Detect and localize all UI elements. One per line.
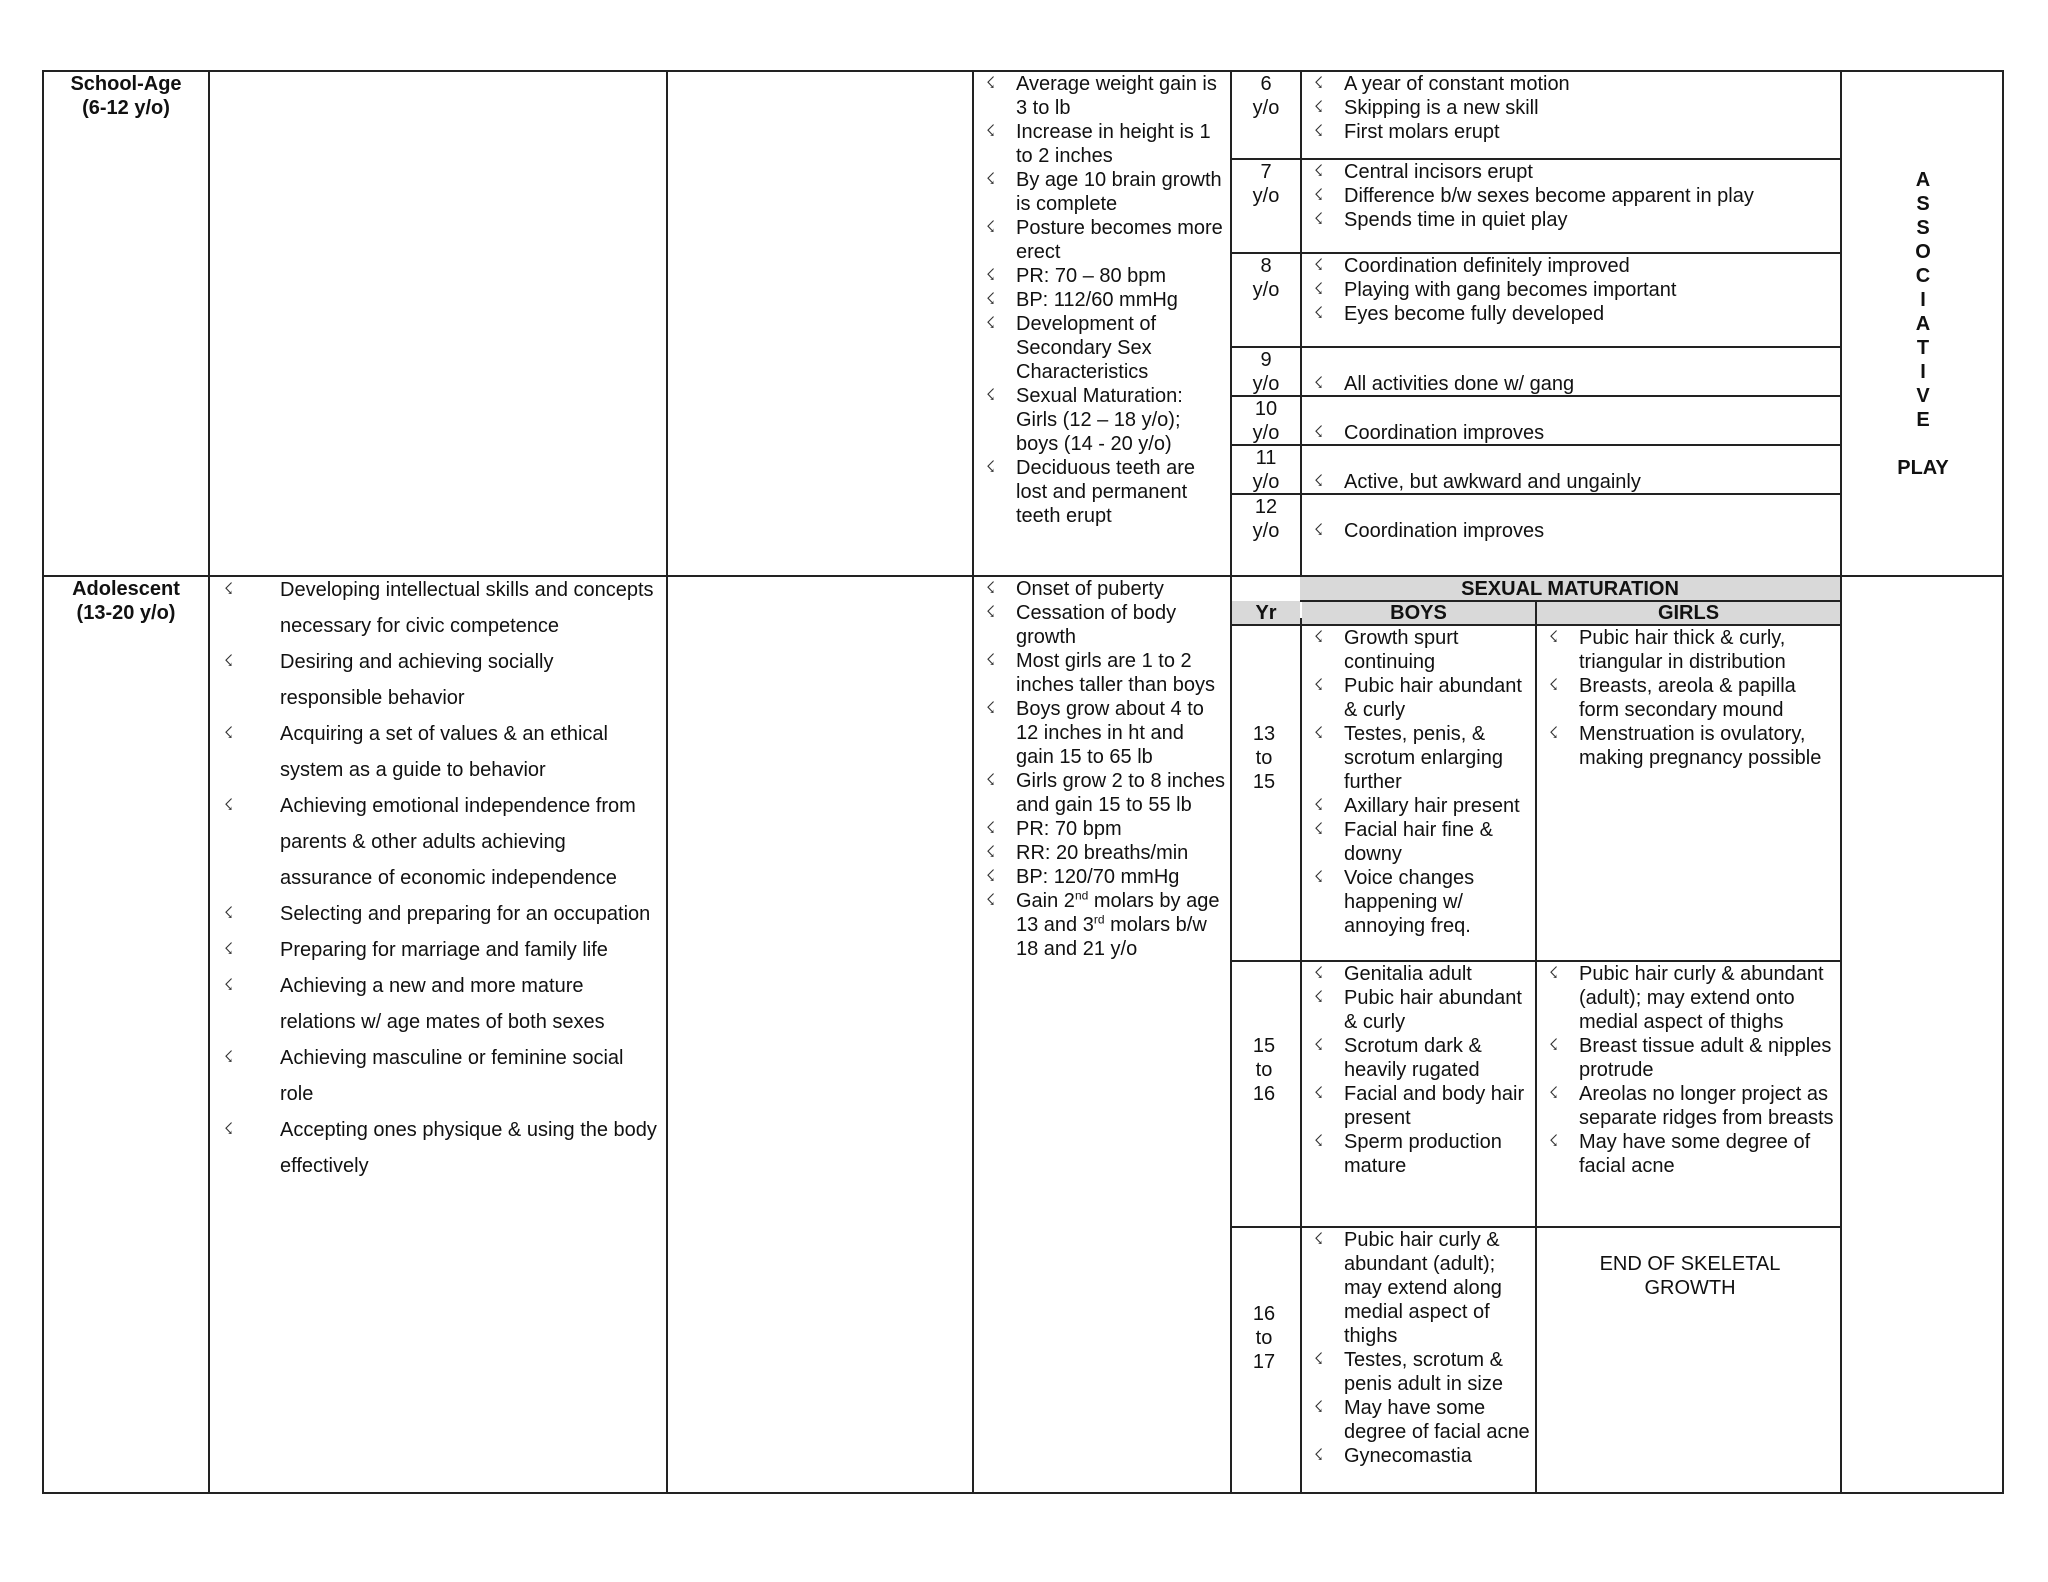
- bullet-icon: ☇: [1314, 99, 1324, 116]
- boys-item: [1310, 794, 1532, 818]
- bullet-icon: ☇: [1549, 629, 1559, 646]
- physical-item: [982, 288, 1226, 312]
- boys-item: [1310, 626, 1532, 674]
- age-label: [1232, 397, 1300, 445]
- bullet-icon: ☇: [1314, 1447, 1324, 1464]
- boys-item: [1310, 1082, 1532, 1130]
- physical-item-text: Onset of puberty: [1016, 578, 1164, 600]
- milestone-item: [1310, 96, 1830, 120]
- bullet-icon: ☇: [1314, 797, 1324, 814]
- play-letter: E: [1916, 409, 1930, 431]
- boys-item: [1310, 866, 1532, 938]
- girls-item: [1545, 626, 1835, 674]
- bullet-icon: ☇: [1549, 1133, 1559, 1150]
- girls-item: [1545, 1034, 1835, 1082]
- physical-item-text: Deciduous teeth are lost and permanent teeth erupt: [1016, 457, 1196, 527]
- boys-item-text: Growth spurt continuing: [1344, 627, 1459, 673]
- boys-item-text: Pubic hair curly & abundant (adult); may extend along medial aspect of thighs: [1344, 1229, 1502, 1347]
- physical-item-text: BP: 112/60 mmHg: [1016, 289, 1178, 311]
- milestone-item: [1310, 120, 1830, 144]
- bullet-icon: ☇: [986, 219, 996, 236]
- boys-item-text: Pubic hair abundant & curly: [1344, 675, 1522, 721]
- age-number: 7: [1260, 161, 1272, 183]
- milestone-item: [1310, 302, 1830, 326]
- school-age-physical: [982, 72, 1226, 528]
- molars-item: ☇ Gain 2nd molars by age 13 and 3rd molars b/w 18 and 21 y/o: [986, 888, 1220, 960]
- boys-changes: [1310, 626, 1532, 938]
- milestone-item: [1310, 372, 1830, 396]
- milestone-item-text: Coordination definitely improved: [1344, 255, 1630, 277]
- task-item-text: Achieving masculine or feminine social role: [280, 1047, 624, 1105]
- task-item-text: Desiring and achieving socially responsible behavior: [280, 651, 554, 709]
- bullet-icon: ☇: [1314, 821, 1324, 838]
- physical-item-text: Boys grow about 4 to 12 inches in ht and gain 15 to 65 lb: [1016, 698, 1204, 768]
- physical-item: [982, 601, 1226, 649]
- age-milestones: [1310, 160, 1830, 232]
- milestone-item: [1310, 254, 1830, 278]
- adolescent-physical-list: [982, 577, 1226, 889]
- physical-item: [982, 312, 1226, 384]
- bullet-icon: ☇: [986, 123, 996, 140]
- bullet-icon: ☇: [1549, 965, 1559, 982]
- year-part: 15: [1252, 771, 1276, 793]
- stage-name: School-Age: [70, 73, 182, 95]
- physical-item: [982, 817, 1226, 841]
- col-divider-2: [666, 70, 668, 1494]
- bullet-icon: ☇: [224, 581, 234, 598]
- milestone-item: [1310, 72, 1830, 96]
- bullet-icon: ☇: [1314, 1351, 1324, 1368]
- age-label: [1232, 72, 1300, 120]
- physical-item-text: Average weight gain is 3 to lb: [1016, 73, 1217, 119]
- age-milestones: [1310, 470, 1830, 494]
- task-item-text: Preparing for marriage and family life: [280, 939, 608, 961]
- bullet-icon: ☇: [224, 1121, 234, 1138]
- bullet-icon: ☇: [1314, 211, 1324, 228]
- boys-item-text: Sperm production mature: [1344, 1131, 1502, 1177]
- bullet-icon: ☇: [224, 905, 234, 922]
- boys-item: [1310, 1348, 1532, 1396]
- physical-item-text: Most girls are 1 to 2 inches taller than boys: [1016, 650, 1216, 696]
- physical-item-text: BP: 120/70 mmHg: [1016, 866, 1180, 888]
- task-item: [220, 1040, 660, 1112]
- bullet-icon: ☇: [986, 820, 996, 837]
- boys-changes: [1310, 962, 1532, 1178]
- play-letter: V: [1916, 385, 1930, 407]
- milestone-item-text: First molars erupt: [1344, 121, 1500, 143]
- age-label: [1232, 348, 1300, 396]
- boys-item: [1310, 1444, 1532, 1468]
- boys-changes: [1310, 1228, 1532, 1468]
- age-unit: y/o: [1252, 520, 1280, 542]
- boys-item: [1310, 722, 1532, 794]
- bullet-icon: ☇: [1314, 305, 1324, 322]
- bullet-icon: ☇: [1314, 473, 1324, 490]
- physical-item: [982, 216, 1226, 264]
- bullet-icon: ☇: [986, 652, 996, 669]
- age-unit: y/o: [1252, 422, 1280, 444]
- bullet-icon: ☇: [986, 604, 996, 621]
- bullet-icon: ☇: [224, 653, 234, 670]
- stage-name: Adolescent: [72, 578, 180, 600]
- bullet-icon: ☇: [986, 844, 996, 861]
- bullet-icon: ☇: [986, 459, 996, 476]
- play-spacer: [1842, 432, 2004, 456]
- physical-item-text: Posture becomes more erect: [1016, 217, 1223, 263]
- boys-item: [1310, 962, 1532, 986]
- age-milestones: [1310, 372, 1830, 396]
- physical-item: [982, 649, 1226, 697]
- col-divider-boys-girls: [1535, 594, 1537, 1494]
- physical-item-text: RR: 20 breaths/min: [1016, 842, 1189, 864]
- bullet-icon: ☇: [986, 868, 996, 885]
- bullet-icon: ☇: [1314, 187, 1324, 204]
- maturation-year: [1232, 722, 1296, 794]
- bullet-icon: ☇: [986, 700, 996, 717]
- bullet-icon: ☇: [1314, 965, 1324, 982]
- play-letter: C: [1915, 265, 1931, 287]
- age-label: [1232, 446, 1300, 494]
- physical-item: [982, 264, 1226, 288]
- bullet-icon: ☇: [986, 387, 996, 404]
- bullet-icon: ☇: [1314, 1085, 1324, 1102]
- age-unit: y/o: [1252, 97, 1280, 119]
- year-part: 13: [1252, 723, 1276, 745]
- task-item-text: Acquiring a set of values & an ethical system as a guide to behavior: [280, 723, 608, 781]
- milestone-item-text: Skipping is a new skill: [1344, 97, 1539, 119]
- age-divider-3: [1230, 346, 1840, 348]
- year-part: 16: [1252, 1303, 1276, 1325]
- boys-item: [1310, 1396, 1532, 1444]
- maturation-year: [1232, 1302, 1296, 1374]
- boys-item-text: Facial and body hair present: [1344, 1083, 1525, 1129]
- bullet-icon: ☇: [1314, 75, 1324, 92]
- bullet-icon: ☇: [1549, 1037, 1559, 1054]
- physical-item: [982, 168, 1226, 216]
- year-part: 15: [1252, 1035, 1276, 1057]
- bullet-icon: ☇: [986, 892, 996, 909]
- play-letter: T: [1916, 337, 1930, 359]
- milestone-item: [1310, 278, 1830, 302]
- age-label: [1232, 160, 1300, 208]
- task-item-text: Achieving emotional independence from parents & other adults achieving assurance of economic independence: [280, 795, 636, 889]
- physical-item-text: Increase in height is 1 to 2 inches: [1016, 121, 1211, 167]
- age-number: 9: [1260, 349, 1272, 371]
- bullet-icon: ☇: [1549, 725, 1559, 742]
- yr-header: Yr: [1232, 601, 1300, 625]
- physical-item: [982, 120, 1226, 168]
- age-label: [1232, 495, 1300, 543]
- boys-item: [1310, 1130, 1532, 1178]
- adolescent-developmental-tasks: [220, 572, 660, 1184]
- girls-item-text: Menstruation is ovulatory, making pregnancy possible: [1579, 723, 1822, 769]
- physical-item: [982, 577, 1226, 601]
- col-divider-1: [208, 70, 210, 1494]
- physical-item: [982, 769, 1226, 817]
- milestone-item-text: Difference b/w sexes become apparent in play: [1344, 185, 1754, 207]
- boys-item-text: Testes, scrotum & penis adult in size: [1344, 1349, 1503, 1395]
- boys-item: [1310, 1034, 1532, 1082]
- milestone-item: [1310, 160, 1830, 184]
- milestone-item: [1310, 421, 1830, 445]
- physical-item: [982, 456, 1226, 528]
- physical-item: [982, 865, 1226, 889]
- bullet-icon: ☇: [986, 772, 996, 789]
- stage-range: (6-12 y/o): [82, 97, 170, 119]
- year-part: 17: [1252, 1351, 1276, 1373]
- bullet-icon: ☇: [986, 75, 996, 92]
- girls-item: [1545, 1082, 1835, 1130]
- bullet-icon: ☇: [1314, 629, 1324, 646]
- play-letter: O: [1915, 241, 1931, 263]
- task-item-text: Accepting ones physique & using the body effectively: [280, 1119, 657, 1177]
- physical-item-text: Sexual Maturation: Girls (12 – 18 y/o); boys (14 - 20 y/o): [1016, 385, 1183, 455]
- task-item-text: Achieving a new and more mature relations w/ age mates of both sexes: [280, 975, 605, 1033]
- task-item: [220, 968, 660, 1040]
- girls-header: GIRLS: [1537, 601, 1840, 625]
- girls-changes: [1545, 626, 1835, 770]
- milestone-item-text: Coordination improves: [1344, 520, 1545, 542]
- girls-item-text: Areolas no longer project as separate ridges from breasts: [1579, 1083, 1834, 1129]
- boys-item: [1310, 674, 1532, 722]
- bullet-icon: ☇: [1314, 281, 1324, 298]
- bullet-icon: ☇: [986, 315, 996, 332]
- boys-item: [1310, 818, 1532, 866]
- bullet-icon: ☇: [1314, 1133, 1324, 1150]
- bullet-icon: ☇: [1314, 424, 1324, 441]
- task-item: [220, 896, 660, 932]
- task-item: [220, 788, 660, 896]
- boys-item-text: Scrotum dark & heavily rugated: [1344, 1035, 1482, 1081]
- physical-item: [982, 384, 1226, 456]
- age-unit: y/o: [1252, 373, 1280, 395]
- bullet-icon: ☇: [224, 1049, 234, 1066]
- physical-item-text: Development of Secondary Sex Characteristics: [1016, 313, 1157, 383]
- bullet-icon: ☇: [1314, 725, 1324, 742]
- girls-item-text: Breast tissue adult & nipples protrude: [1579, 1035, 1832, 1081]
- age-number: 6: [1260, 73, 1272, 95]
- physical-item: [982, 72, 1226, 120]
- play-letter: I: [1920, 361, 1926, 383]
- age-label: [1232, 254, 1300, 302]
- play-letter: A: [1915, 313, 1931, 335]
- milestone-item-text: Central incisors erupt: [1344, 161, 1533, 183]
- boys-item-text: Gynecomastia: [1344, 1445, 1472, 1467]
- bullet-icon: ☇: [1549, 677, 1559, 694]
- bullet-icon: ☇: [1314, 257, 1324, 274]
- task-item: [220, 932, 660, 968]
- play-letter: S: [1916, 217, 1930, 239]
- stage-range: (13-20 y/o): [76, 602, 176, 624]
- girls-changes: [1545, 962, 1835, 1178]
- age-number: 8: [1260, 255, 1272, 277]
- bullet-icon: ☇: [1314, 989, 1324, 1006]
- milestone-item-text: Spends time in quiet play: [1344, 209, 1568, 231]
- boys-item-text: May have some degree of facial acne: [1344, 1397, 1530, 1443]
- milestone-item-text: A year of constant motion: [1344, 73, 1570, 95]
- maturation-year: [1232, 1034, 1296, 1106]
- age-milestones: [1310, 421, 1830, 445]
- boys-item: [1310, 1228, 1532, 1348]
- boys-item: [1310, 986, 1532, 1034]
- boys-item-text: Voice changes happening w/ annoying freq.: [1344, 867, 1475, 937]
- milestone-item-text: Playing with gang becomes important: [1344, 279, 1677, 301]
- bullet-icon: ☇: [224, 941, 234, 958]
- boys-header: BOYS: [1302, 601, 1535, 625]
- physical-item: [982, 697, 1226, 769]
- age-number: 11: [1255, 447, 1277, 469]
- physical-item: [982, 841, 1226, 865]
- girls-item: [1545, 962, 1835, 1034]
- task-item: [220, 716, 660, 788]
- task-item-text: Developing intellectual skills and concepts necessary for civic competence: [280, 579, 654, 637]
- bullet-icon: ☇: [1314, 1037, 1324, 1054]
- adolescent-stage-label: [44, 577, 208, 625]
- bullet-icon: ☇: [1549, 1085, 1559, 1102]
- age-unit: y/o: [1252, 471, 1280, 493]
- girls-item-text: Breasts, areola & papilla form secondary mound: [1579, 675, 1796, 721]
- end-of-skeletal-growth: END OF SKELETAL GROWTH: [1599, 1253, 1781, 1299]
- milestone-item: [1310, 184, 1830, 208]
- physical-item-text: PR: 70 – 80 bpm: [1016, 265, 1167, 287]
- milestone-item-text: Active, but awkward and ungainly: [1344, 471, 1641, 493]
- girls-item-text: Pubic hair thick & curly, triangular in distribution: [1579, 627, 1786, 673]
- task-item: [220, 572, 660, 644]
- bullet-icon: ☇: [986, 580, 996, 597]
- girls-item: [1545, 722, 1835, 770]
- year-part: to: [1255, 1059, 1273, 1081]
- bullet-icon: ☇: [1314, 869, 1324, 886]
- boys-item-text: Pubic hair abundant & curly: [1344, 987, 1522, 1033]
- bullet-icon: ☇: [986, 267, 996, 284]
- physical-item-text: PR: 70 bpm: [1016, 818, 1122, 840]
- bullet-icon: ☇: [986, 171, 996, 188]
- adolescent-physical: [982, 577, 1226, 961]
- bullet-icon: ☇: [224, 977, 234, 994]
- boys-item-text: Facial hair fine & downy: [1344, 819, 1493, 865]
- boys-item-text: Testes, penis, & scrotum enlarging further: [1344, 723, 1503, 793]
- milestone-item: [1310, 208, 1830, 232]
- year-part: to: [1255, 1327, 1273, 1349]
- year-part: 16: [1252, 1083, 1276, 1105]
- physical-item-text: By age 10 brain growth is complete: [1016, 169, 1222, 215]
- girls-item: [1545, 1130, 1835, 1178]
- year-part: to: [1255, 747, 1273, 769]
- bullet-icon: ☇: [224, 725, 234, 742]
- age-milestones: [1310, 254, 1830, 326]
- milestone-item: [1310, 519, 1830, 543]
- bullet-icon: ☇: [1314, 522, 1324, 539]
- physical-item-text: Girls grow 2 to 8 inches and gain 15 to 55 lb: [1016, 770, 1225, 816]
- task-item-text: Selecting and preparing for an occupation: [280, 903, 651, 925]
- col-divider-3: [972, 70, 974, 1494]
- girls-item-text: May have some degree of facial acne: [1579, 1131, 1811, 1177]
- physical-item-text: Cessation of body growth: [1016, 602, 1177, 648]
- school-age-physical-list: [982, 72, 1226, 528]
- boys-item-text: Axillary hair present: [1344, 795, 1520, 817]
- molars-list: [982, 889, 1226, 961]
- milestone-item-text: Coordination improves: [1344, 422, 1545, 444]
- sexual-maturation-header: SEXUAL MATURATION: [1300, 577, 1840, 601]
- bullet-icon: ☇: [1314, 123, 1324, 140]
- header-divider-1: [1300, 600, 1840, 602]
- milestone-item-text: All activities done w/ gang: [1344, 373, 1575, 395]
- play-letter: I: [1920, 289, 1926, 311]
- boys-item-text: Genitalia adult: [1344, 963, 1472, 985]
- associative-play-label: [1842, 168, 2004, 480]
- bullet-icon: ☇: [1314, 163, 1324, 180]
- age-number: 12: [1254, 496, 1278, 518]
- age-unit: y/o: [1252, 279, 1280, 301]
- bullet-icon: ☇: [1314, 1399, 1324, 1416]
- bullet-icon: ☇: [224, 797, 234, 814]
- age-number: 10: [1254, 398, 1278, 420]
- milestone-item: [1310, 470, 1830, 494]
- task-item: [220, 644, 660, 716]
- play-letter: S: [1916, 193, 1930, 215]
- school-age-stage-label: [44, 72, 208, 120]
- developmental-tasks-list: [220, 572, 660, 1184]
- col-divider-5-school: [1300, 70, 1302, 576]
- girls-item: [1545, 674, 1835, 722]
- col-divider-5-adol: [1300, 618, 1302, 1494]
- bullet-icon: ☇: [986, 291, 996, 308]
- girls-item-text: Pubic hair curly & abundant (adult); may extend onto medial aspect of thighs: [1579, 963, 1824, 1033]
- task-item: [220, 1112, 660, 1184]
- milestone-item-text: Eyes become fully developed: [1344, 303, 1605, 325]
- age-milestones: [1310, 72, 1830, 144]
- age-milestones: [1310, 519, 1830, 543]
- play-word: PLAY: [1897, 457, 1949, 479]
- play-letter: A: [1915, 169, 1931, 191]
- bullet-icon: ☇: [1314, 1231, 1324, 1248]
- age-unit: y/o: [1252, 185, 1280, 207]
- bullet-icon: ☇: [1314, 375, 1324, 392]
- bullet-icon: ☇: [1314, 677, 1324, 694]
